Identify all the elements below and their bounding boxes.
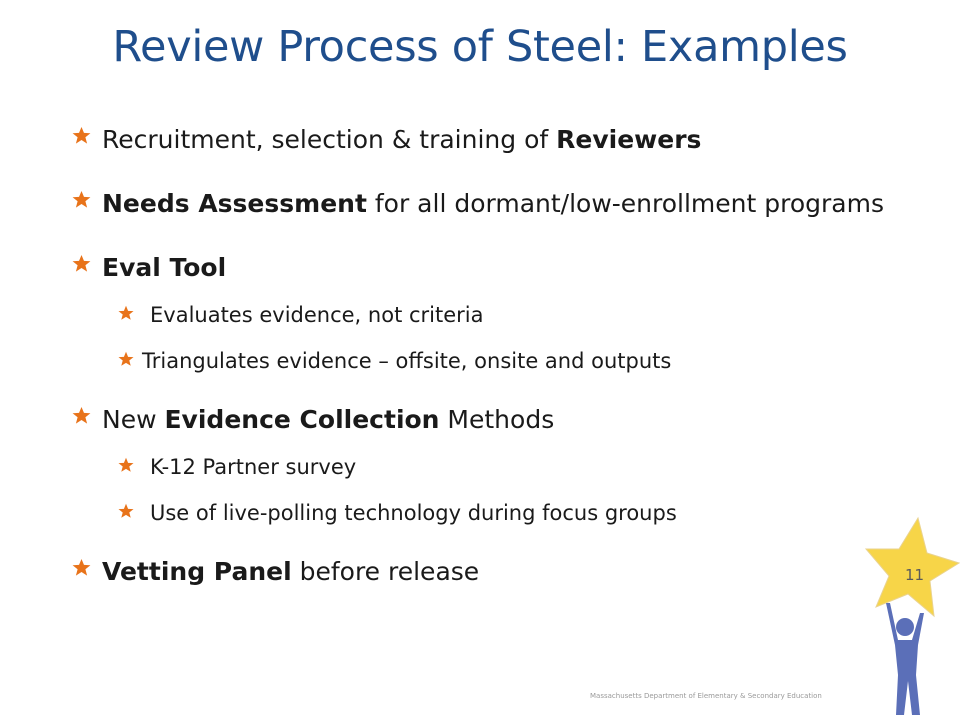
sub-bullet-item xyxy=(72,498,892,528)
bullet-bold: Evidence Collection xyxy=(164,405,440,434)
bullet-text: Methods xyxy=(439,405,555,434)
bullet-bold: Needs Assessment xyxy=(102,189,367,218)
bullet-item xyxy=(72,250,892,286)
star-bullet-icon xyxy=(118,503,134,519)
page-number: 11 xyxy=(905,566,925,584)
star-bullet-icon xyxy=(118,457,134,473)
star-bullet-icon xyxy=(72,126,91,145)
star-bullet-icon xyxy=(118,305,134,321)
bullet-list xyxy=(72,122,892,590)
star-bullet-icon xyxy=(72,254,91,273)
star-bullet-icon xyxy=(72,558,91,577)
sub-bullet-text: Evaluates evidence, not criteria xyxy=(150,303,484,327)
bullet-bold: Vetting Panel xyxy=(102,557,292,586)
sub-bullet-text: Triangulates evidence – offsite, onsite and outputs xyxy=(142,349,672,373)
bullet-item xyxy=(72,122,892,158)
bullet-bold: Eval Tool xyxy=(102,253,227,282)
bullet-text: Recruitment, selection & training of xyxy=(102,125,557,154)
sub-bullet-item xyxy=(72,452,892,482)
bullet-item xyxy=(72,402,892,438)
bullet-item xyxy=(72,186,892,222)
slide-title: Review Process of Steel: Examples xyxy=(112,22,848,72)
bullet-text: New xyxy=(102,405,165,434)
sub-bullet-text: Use of live-polling technology during focus groups xyxy=(150,501,677,525)
star-bullet-icon xyxy=(72,190,91,209)
bullet-item xyxy=(72,554,892,590)
bullet-text: for all dormant/low-enrollment programs xyxy=(366,189,884,218)
sub-bullet-text: K-12 Partner survey xyxy=(150,455,357,479)
star-figure-logo xyxy=(860,515,960,720)
sub-bullet-item xyxy=(72,300,892,330)
star-bullet-icon xyxy=(72,406,91,425)
sub-bullet-item xyxy=(72,346,892,376)
footer-text: Massachusetts Department of Elementary & Secondary Education xyxy=(590,692,822,700)
bullet-text: before release xyxy=(291,557,480,586)
figure-head-icon xyxy=(896,618,914,636)
bullet-bold: Reviewers xyxy=(556,125,702,154)
star-bullet-icon xyxy=(118,351,134,367)
